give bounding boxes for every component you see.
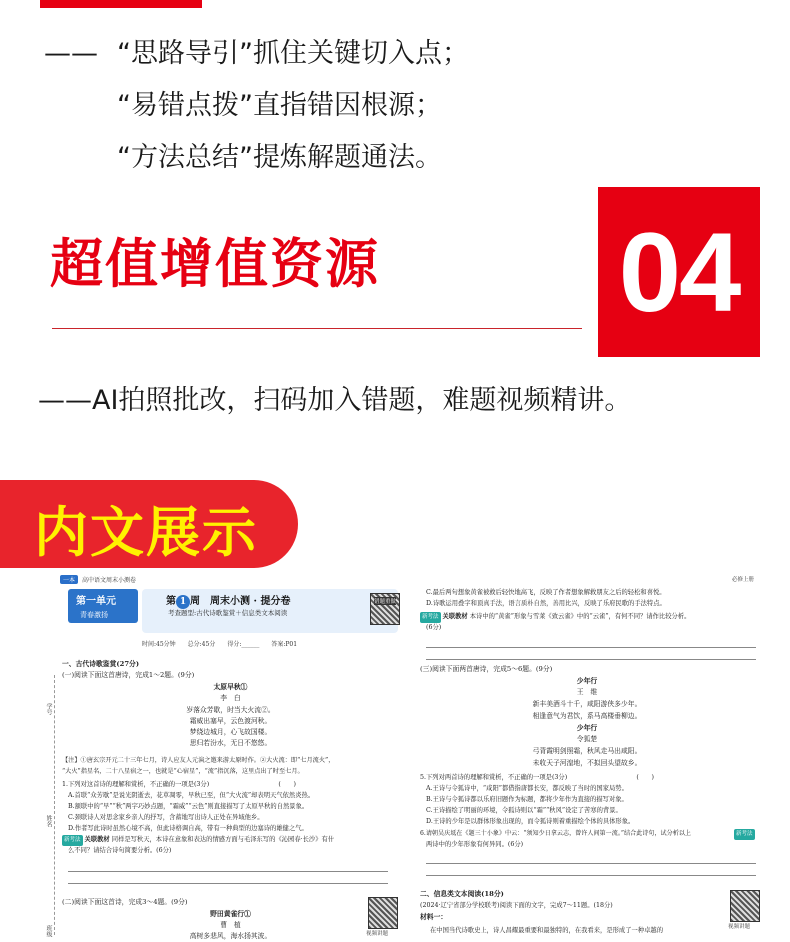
section-1-heading: 一、古代诗歌鉴赏(27分) bbox=[62, 660, 140, 668]
section-4-heading: 二、信息类文本阅读(18分) bbox=[420, 890, 504, 898]
answer-line bbox=[68, 883, 388, 884]
poem-2-line: 高树多悲风，海水扬其波。 bbox=[189, 932, 272, 940]
section-2-instruction: (二)阅读下面这首诗，完成3～4题。(9分) bbox=[62, 898, 188, 906]
section-1-instruction: (一)阅读下面这首唐诗，完成1～2题。(9分) bbox=[62, 671, 195, 679]
feature-list bbox=[44, 28, 469, 184]
side-label-class: 班级 bbox=[45, 925, 52, 937]
poem-3-author: 王 维 bbox=[576, 688, 598, 696]
poem-1-line: 梦绕边城月，心飞故国楼。 bbox=[189, 728, 272, 736]
question-3-option-d: D.诗歌运用叠字和顶真手法，语言质朴自然，善用比兴，反映了乐府民歌的手法特点。 bbox=[426, 600, 666, 607]
poem-3-title: 少年行 bbox=[576, 677, 598, 685]
question-2: 新考法 关联教材 同样是写秋天，本诗在意象和表达的情感方面与毛泽东写的《沁园春·长沙》有什 bbox=[62, 834, 334, 846]
feature-text-2: “易错点拨”直指错因根源； bbox=[117, 90, 442, 121]
question-1-option-b: B.颔联中的“早”“秋”两字巧妙点题，“霜威”“云色”则直接描写了太原早秋的自然景象。 bbox=[68, 803, 309, 810]
answer-line bbox=[68, 871, 388, 872]
poem-3-line: 新丰美酒斗十千，咸阳游侠多少年。 bbox=[532, 700, 642, 708]
answer-line bbox=[426, 659, 756, 660]
section-number: 04 bbox=[618, 209, 740, 335]
showcase-label: 内文展示 bbox=[34, 501, 258, 564]
question-2-cont: 么不同？请结合诗句简要分析。(6分) bbox=[68, 847, 172, 854]
poem-1-line: 岁落众芳歇，时当大火流②。 bbox=[186, 706, 275, 714]
question-5-option-d: D.王诗的少年是以群体形象出现的，而令狐诗则着重描绘个体的具体形象。 bbox=[426, 818, 635, 825]
section-subtitle: ——AI拍照批改，扫码加入错题，难题视频精讲。 bbox=[38, 385, 632, 416]
new-method-tag: 新考法 bbox=[734, 829, 755, 840]
question-3-option-c: C.最后两句想象黄雀被救后轻快地高飞，反映了作者想象解救朋友之后的轻松和喜悦。 bbox=[426, 589, 666, 596]
answer-line bbox=[426, 647, 756, 648]
question-4-cont: (6分) bbox=[426, 624, 442, 631]
exam-meta: 时间:45分钟 总分:45分 得分:______ 答案:P01 bbox=[142, 641, 298, 648]
poem-2-author: 曹 植 bbox=[220, 921, 241, 929]
question-5-option-c: C.王诗描绘了明丽的环境，令狐诗则以“霜”“秋风”设定了苦寒的背景。 bbox=[426, 807, 622, 814]
answer-line bbox=[426, 875, 756, 876]
top-accent-strip bbox=[40, 0, 202, 8]
poem-2-title: 野田黄雀行① bbox=[210, 910, 251, 918]
poem-1-note: “大火”指星名，二十八星宿之一，也就是“心宿星”，“流”指沉落，这里点出了时至七月。 bbox=[62, 768, 304, 775]
question-1: 1.下列对这首诗的理解和赏析，不正确的一项是(3分) ( ) bbox=[62, 781, 296, 788]
week-title: 第 1 周 周末小测 · 提分卷 bbox=[166, 596, 291, 607]
cut-line bbox=[54, 675, 56, 935]
section-4-instruction: (2024·辽宁省部分学校联考)阅读下面的文字，完成7～11题。(18分) bbox=[420, 902, 613, 909]
poem-4-author: 令狐楚 bbox=[576, 735, 598, 743]
feature-text-1: “思路导引”抓住关键切入点； bbox=[117, 38, 469, 69]
poem-1-line: 霜威出塞早，云色渡河秋。 bbox=[189, 717, 272, 725]
qr-code-icon bbox=[730, 890, 760, 922]
question-5-option-b: B.王诗与令狐诗都以乐府旧题作为标题，都将少年作为直接的描写对象。 bbox=[426, 796, 628, 803]
side-label-id: 学号 bbox=[45, 703, 52, 715]
feature-dash: —— bbox=[44, 38, 98, 69]
qr-code-icon bbox=[368, 897, 398, 929]
poem-4-title: 少年行 bbox=[576, 724, 598, 732]
header-tag: 一本 bbox=[60, 575, 78, 584]
question-6: 6.请朝吴庆坻在《题三十小象》中云：“须知少日拿云志，曾许人间第一流。”结合此诗句，试分析以上 bbox=[420, 830, 692, 837]
week-number-badge: 1 bbox=[176, 595, 190, 609]
new-method-tag: 新考法 bbox=[420, 612, 441, 623]
question-1-option-d: D.作者写此诗时虽然心境不高，但此诗格调自高，带有一种典型的边塞诗的雄健之气。 bbox=[68, 825, 308, 832]
side-label-name: 姓名 bbox=[45, 815, 52, 827]
qr-label: 错题重做 bbox=[374, 599, 397, 605]
question-4: 新考法 关联教材 本诗中的“黄雀”形象与雪莱《致云雀》中的“云雀”，有何不同？请作比较分析。 bbox=[420, 611, 690, 623]
section-number-box bbox=[598, 187, 760, 357]
feature-line-1 bbox=[44, 28, 469, 80]
feature-line-3 bbox=[44, 132, 469, 184]
new-method-tag: 新考法 bbox=[62, 835, 83, 846]
unit-subtitle: 青春激扬 bbox=[80, 611, 108, 619]
poem-1-line: 思归若汾水，无日不悠悠。 bbox=[189, 739, 272, 747]
answer-line bbox=[426, 863, 756, 864]
poem-3-line: 相逢意气为君饮，系马高楼垂柳边。 bbox=[532, 712, 642, 720]
question-5-option-a: A.王诗与令狐诗中，“咸阳”都借指唐都长安，都反映了当时的国家局势。 bbox=[426, 785, 628, 792]
section-title-rule bbox=[52, 328, 582, 329]
question-1-option-a: A.首联“众芳歇”是说光阴逝去，花草凋零，早秋已至，但“大火流”却表明天气依然炎热。 bbox=[68, 792, 315, 799]
header-text: 高中语文周末小测卷 bbox=[82, 577, 137, 584]
question-6-cont: 两诗中的少年形象有何异同。(6分) bbox=[426, 841, 524, 848]
poem-1-note: 【注】①唐玄宗开元二十三年七月，诗人应友人元演之邀来游太原时作。②大火流：即“七月流火”， bbox=[62, 757, 335, 764]
header-right: 必修上册 bbox=[732, 577, 755, 583]
feature-line-2 bbox=[44, 80, 469, 132]
feature-text-3: “方法总结”提炼解题通法。 bbox=[117, 142, 442, 173]
question-1-option-c: C.颈联诗人对思念家乡亲人的抒写，含蓄地写出诗人正处在异域他乡。 bbox=[68, 814, 264, 821]
qr-label: 视频讲题 bbox=[728, 924, 751, 930]
sample-page-left bbox=[45, 575, 403, 941]
poem-1-author: 李 白 bbox=[220, 694, 241, 702]
sample-page-right bbox=[412, 575, 762, 941]
poem-1-title: 太原早秋① bbox=[213, 683, 248, 691]
qr-label: 视频讲题 bbox=[366, 931, 389, 937]
section-3-instruction: (三)阅读下面两首唐诗，完成5～6题。(9分) bbox=[420, 665, 553, 673]
poem-4-line: 弓背霞明剑照霜，秋风走马出咸阳。 bbox=[532, 747, 642, 755]
poem-4-line: 未收天子河湟地，不拟回头望故乡。 bbox=[532, 759, 642, 767]
material-1-text: 在中国当代诗歌史上，诗人昌耀最重要和最独特的，在我看来，是形成了一种卓越的 bbox=[430, 927, 663, 934]
section-title: 超值增值资源 bbox=[50, 234, 380, 295]
material-1-label: 材料一： bbox=[420, 913, 448, 921]
question-5: 5.下列对两首诗的理解和赏析，不正确的一项是(3分) ( ) bbox=[420, 774, 654, 781]
week-subtitle: 考查题型:古代诗歌鉴赏＋信息类文本阅读 bbox=[168, 609, 288, 617]
unit-title: 第一单元 bbox=[76, 596, 116, 607]
